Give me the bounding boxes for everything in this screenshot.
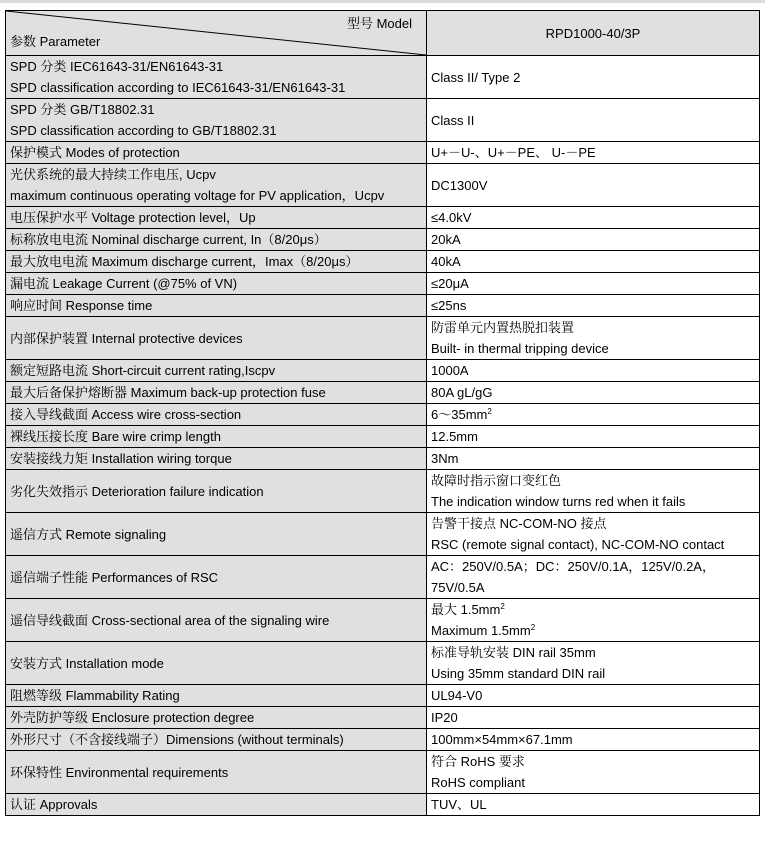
- param-cell: 劣化失效指示 Deterioration failure indication: [6, 470, 427, 513]
- param-cell: 安装方式 Installation mode: [6, 642, 427, 685]
- param-cell: 外形尺寸（不含接线端子）Dimensions (without terminals): [6, 729, 427, 751]
- table-row: [6, 426, 760, 448]
- value-line: AC：250V/0.5A；DC：250V/0.1A，125V/0.2A，: [431, 559, 715, 574]
- spec-table: [5, 10, 760, 816]
- table-row: [6, 317, 760, 360]
- header-row: [6, 11, 760, 56]
- value-cell: TUV、UL: [427, 794, 760, 816]
- value-line: 告警干接点 NC-COM-NO 接点: [431, 516, 607, 531]
- table-row: [6, 448, 760, 470]
- value-cell: 80A gL/gG: [427, 382, 760, 404]
- value-cell: Class II: [427, 99, 760, 142]
- value-cell: [427, 317, 760, 360]
- value-cell: [427, 404, 760, 426]
- value-cell: IP20: [427, 707, 760, 729]
- value-cell: 3Nm: [427, 448, 760, 470]
- value-line: 标准导轨安装 DIN rail 35mm: [431, 645, 596, 660]
- value-line: [431, 599, 755, 620]
- model-value: RPD1000-40/3P: [427, 11, 760, 56]
- header-diagonal-cell: [6, 11, 427, 56]
- value-cell: Class II/ Type 2: [427, 56, 760, 99]
- param-line: maximum continuous operating voltage for PV application，Ucpv: [10, 188, 385, 203]
- table-row: [6, 251, 760, 273]
- param-cell: 标称放电电流 Nominal discharge current, In（8/20μs）: [6, 229, 427, 251]
- param-cell: 漏电流 Leakage Current (@75% of VN): [6, 273, 427, 295]
- param-cell: 外壳防护等级 Enclosure protection degree: [6, 707, 427, 729]
- table-row: [6, 642, 760, 685]
- param-line: SPD classification according to IEC61643-31/EN61643-31: [10, 80, 346, 95]
- table-row: [6, 685, 760, 707]
- value-line: [431, 620, 755, 641]
- value-cell: [427, 470, 760, 513]
- value-cell: 40kA: [427, 251, 760, 273]
- value-line: The indication window turns red when it fails: [431, 494, 686, 509]
- value-text: 6～35mm: [431, 407, 488, 422]
- table-row: [6, 382, 760, 404]
- table-row: [6, 751, 760, 794]
- value-cell: 12.5mm: [427, 426, 760, 448]
- param-cell: 内部保护装置 Internal protective devices: [6, 317, 427, 360]
- param-line: SPD 分类 IEC61643-31/EN61643-31: [10, 59, 224, 74]
- param-cell: [6, 56, 427, 99]
- param-cell: 阻燃等级 Flammability Rating: [6, 685, 427, 707]
- value-line: 故障时指示窗口变红色: [431, 473, 562, 488]
- table-row: [6, 56, 760, 99]
- param-cell: 接入导线截面 Access wire cross-section: [6, 404, 427, 426]
- table-row: [6, 273, 760, 295]
- param-line: SPD 分类 GB/T18802.31: [10, 102, 155, 117]
- param-cell: [6, 164, 427, 207]
- param-cell: 遥信方式 Remote signaling: [6, 513, 427, 556]
- value-cell: 1000A: [427, 360, 760, 382]
- param-line: SPD classification according to GB/T18802.31: [10, 123, 277, 138]
- param-cell: 认证 Approvals: [6, 794, 427, 816]
- param-cell: 安装接线力矩 Installation wiring torque: [6, 448, 427, 470]
- table-row: [6, 513, 760, 556]
- value-cell: [427, 556, 760, 599]
- value-line: 75V/0.5A: [431, 580, 485, 595]
- superscript: 2: [530, 623, 536, 632]
- table-row: [6, 99, 760, 142]
- table-row: [6, 207, 760, 229]
- param-cell: 环保特性 Environmental requirements: [6, 751, 427, 794]
- table-row: [6, 142, 760, 164]
- value-cell: ≤25ns: [427, 295, 760, 317]
- superscript: 2: [500, 602, 505, 611]
- table-row: [6, 360, 760, 382]
- value-cell: [427, 751, 760, 794]
- value-line: RSC (remote signal contact), NC-COM-NO contact: [431, 537, 725, 552]
- param-cell: [6, 99, 427, 142]
- value-cell: 100mm×54mm×67.1mm: [427, 729, 760, 751]
- model-label: 型号 Model: [346, 16, 412, 31]
- value-text: Maximum 1.5mm: [431, 623, 531, 638]
- param-cell: 最大放电电流 Maximum discharge current，Imax（8/20μs）: [6, 251, 427, 273]
- value-line: Built- in thermal tripping device: [431, 341, 609, 356]
- param-cell: 裸线压接长度 Bare wire crimp length: [6, 426, 427, 448]
- param-cell: 最大后备保护熔断器 Maximum back-up protection fuse: [6, 382, 427, 404]
- value-cell: ≤4.0kV: [427, 207, 760, 229]
- value-cell: U+－U-、U+－PE、 U-－PE: [427, 142, 760, 164]
- param-cell: 响应时间 Response time: [6, 295, 427, 317]
- value-cell: DC1300V: [427, 164, 760, 207]
- table-row: [6, 470, 760, 513]
- value-line: Using 35mm standard DIN rail: [431, 666, 606, 681]
- value-cell: [427, 599, 760, 642]
- param-cell: 电压保护水平 Voltage protection level，Up: [6, 207, 427, 229]
- value-cell: ≤20μA: [427, 273, 760, 295]
- superscript: 2: [487, 407, 492, 416]
- value-cell: 20kA: [427, 229, 760, 251]
- param-cell: 保护模式 Modes of protection: [6, 142, 427, 164]
- value-line: 防雷单元内置热脱扣装置: [431, 320, 575, 335]
- table-row: [6, 599, 760, 642]
- table-row: [6, 295, 760, 317]
- value-line: 符合 RoHS 要求: [431, 754, 525, 769]
- table-row: [6, 229, 760, 251]
- table-row: [6, 794, 760, 816]
- value-text: 最大 1.5mm: [431, 602, 501, 617]
- table-row: [6, 729, 760, 751]
- value-cell: [427, 642, 760, 685]
- table-row: [6, 164, 760, 207]
- param-cell: 遥信端子性能 Performances of RSC: [6, 556, 427, 599]
- value-line: RoHS compliant: [431, 775, 525, 790]
- top-strip: [0, 0, 765, 3]
- param-cell: 遥信导线截面 Cross-sectional area of the signaling wire: [6, 599, 427, 642]
- table-row: [6, 404, 760, 426]
- parameter-label: 参数 Parameter: [10, 34, 101, 49]
- table-row: [6, 707, 760, 729]
- table-row: [6, 556, 760, 599]
- param-line: 光伏系统的最大持续工作电压, Ucpv: [10, 167, 216, 182]
- value-cell: UL94-V0: [427, 685, 760, 707]
- value-cell: [427, 513, 760, 556]
- param-cell: 额定短路电流 Short-circuit current rating,Iscpv: [6, 360, 427, 382]
